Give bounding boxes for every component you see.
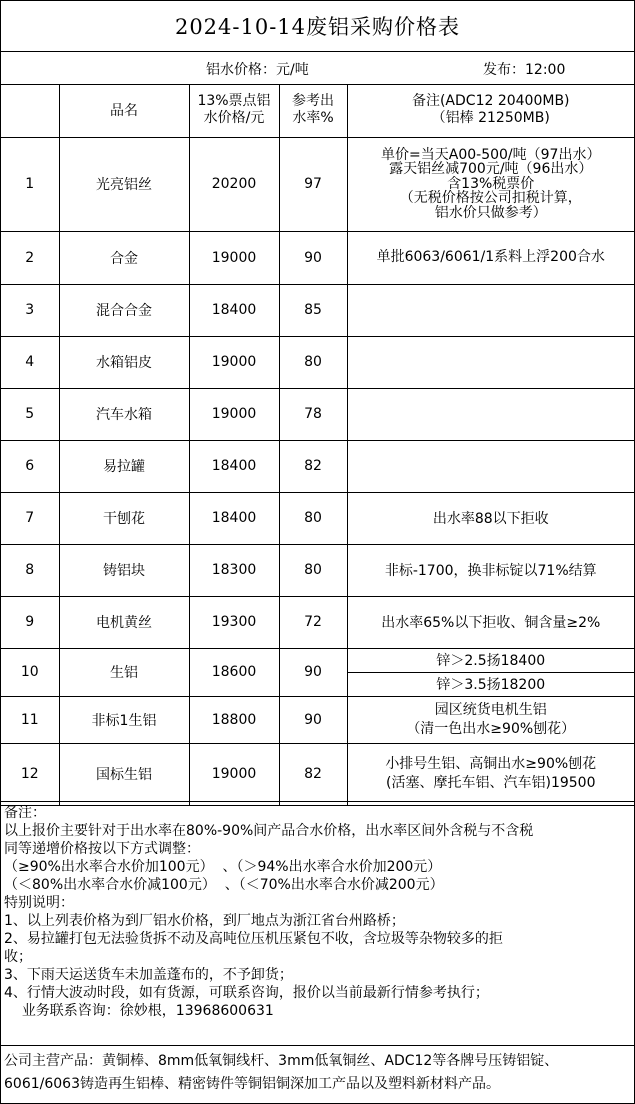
row-remark: 出水率88以下拒收 [347, 492, 634, 544]
notes-line: 2、易拉罐打包无法验货拆不动及高吨位压机压紧包不收，含垃圾等杂物较多的拒 [4, 931, 503, 947]
table-row [1, 137, 634, 231]
row-name: 铸铝块 [59, 544, 189, 596]
notes-line: 4、行情大波动时段，如有货源，可联系咨询，报价以当前最新行情参考执行； [4, 985, 489, 1001]
header-remark [347, 84, 634, 137]
row-name: 非标1生铝 [59, 696, 189, 743]
row-no: 10 [1, 648, 59, 696]
remark-line: 单价=当天A00-500/吨（97出水） [381, 146, 601, 163]
notes-line: 收； [4, 949, 32, 965]
row-remark [347, 137, 634, 231]
remark-line: 含13%税票价 [447, 175, 535, 192]
row-name: 国标生铝 [59, 743, 189, 805]
table-row [1, 743, 634, 805]
remark-line: （无税价格按公司扣税计算， [399, 190, 582, 207]
row-price: 20200 [189, 137, 279, 231]
row-rate: 80 [279, 544, 347, 596]
row-remark [347, 743, 634, 805]
notes-line: 业务联系咨询：徐妙根，13968600631 [4, 1003, 274, 1019]
table-row [1, 231, 634, 284]
row-rate: 82 [279, 743, 347, 805]
row-remark: 非标-1700，换非标锭以71%结算 [347, 544, 634, 596]
row-remark-b: 锌＞3.5扬18200 [347, 672, 634, 696]
notes-line: 同等递增价格按以下方式调整： [4, 841, 200, 857]
table-row [1, 440, 634, 492]
row-no: 7 [1, 492, 59, 544]
price-table [1, 84, 634, 806]
row-rate: 97 [279, 137, 347, 231]
page-title: 2024-10-14废铝采购价格表 [1, 1, 634, 52]
footer-line: 公司主营产品：黄铜棒、8mm低氧铜线杆、3mm低氧铜丝、ADC12等各牌号压铸铝锭、 [4, 1053, 559, 1069]
row-no: 12 [1, 743, 59, 805]
header-remark-line-2: （铝棒 21250MB) [431, 110, 550, 127]
row-name: 生铝 [59, 648, 189, 696]
row-rate: 90 [279, 648, 347, 696]
notes-line: 特别说明： [4, 895, 74, 911]
company-footer [1, 1047, 634, 1103]
table-row [1, 544, 634, 596]
table-row [1, 336, 634, 388]
row-name: 混合合金 [59, 284, 189, 336]
notes-line: 3、下雨天运送货车未加盖蓬布的，不予卸货； [4, 967, 293, 983]
row-name: 水箱铝皮 [59, 336, 189, 388]
remark-line: 小排号生铝、高铜出水≥90%刨花 [385, 756, 597, 772]
row-no: 9 [1, 596, 59, 648]
row-remark [347, 696, 634, 743]
row-remark [347, 284, 634, 336]
remark-line: (活塞、摩托车铝、汽车铝)19500 [386, 775, 596, 791]
row-no: 2 [1, 231, 59, 284]
row-no: 8 [1, 544, 59, 596]
table-row [1, 648, 634, 672]
row-price: 19300 [189, 596, 279, 648]
remark-line: 园区统货电机生铝 [434, 701, 547, 718]
row-no: 6 [1, 440, 59, 492]
row-name: 汽车水箱 [59, 388, 189, 440]
table-row [1, 388, 634, 440]
header-price-line-1: 13%票点铝 [197, 93, 271, 110]
row-price: 18600 [189, 648, 279, 696]
notes-line: （≥90%出水率合水价加100元） 、（＞94%出水率合水价加200元） [4, 859, 442, 875]
remark-line: 露天铝丝减700元/吨（96出水） [389, 161, 593, 178]
row-no: 3 [1, 284, 59, 336]
row-remark: 出水率65%以下拒收、铜含量≥2% [347, 596, 634, 648]
notes-line: 备注： [4, 805, 46, 821]
table-header-row [1, 84, 634, 137]
notes-line: 1、以上列表价格为到厂铝水价格，到厂地点为浙江省台州路桥； [4, 913, 405, 929]
row-remark [347, 388, 634, 440]
header-rate-line-1: 参考出 [292, 93, 334, 110]
header-name: 品名 [59, 84, 189, 137]
header-price [189, 84, 279, 137]
header-no [1, 84, 59, 137]
row-rate: 72 [279, 596, 347, 648]
info-bar [1, 51, 634, 85]
row-price: 18800 [189, 696, 279, 743]
notes-line: （＜80%出水率合水价减100元） 、（＜70%出水率合水价减200元） [4, 877, 444, 893]
row-price: 18300 [189, 544, 279, 596]
row-rate: 85 [279, 284, 347, 336]
row-price: 19000 [189, 388, 279, 440]
row-name: 干刨花 [59, 492, 189, 544]
row-name: 电机黄丝 [59, 596, 189, 648]
row-rate: 80 [279, 336, 347, 388]
row-remark [347, 440, 634, 492]
row-remark [347, 336, 634, 388]
row-rate: 90 [279, 696, 347, 743]
row-no: 1 [1, 137, 59, 231]
row-remark-a: 锌＞2.5扬18400 [347, 648, 634, 672]
publish-time: 发布：12:00 [483, 62, 566, 78]
row-rate: 82 [279, 440, 347, 492]
table-row [1, 492, 634, 544]
notes-section [1, 801, 634, 1046]
row-price: 19000 [189, 231, 279, 284]
row-no: 11 [1, 696, 59, 743]
header-price-line-2: 水价格/元 [203, 110, 265, 127]
remark-line: （清一色出水≥90%刨花） [406, 720, 576, 737]
row-price: 18400 [189, 284, 279, 336]
row-price: 18400 [189, 440, 279, 492]
price-unit: 铝水价格：元/吨 [206, 62, 309, 78]
table-row [1, 696, 634, 743]
header-rate [279, 84, 347, 137]
header-remark-line-1: 备注(ADC12 20400MB) [411, 93, 570, 110]
table-row [1, 596, 634, 648]
row-price: 18400 [189, 492, 279, 544]
row-name: 光亮铝丝 [59, 137, 189, 231]
table-row [1, 284, 634, 336]
row-no: 5 [1, 388, 59, 440]
row-rate: 90 [279, 231, 347, 284]
row-price: 19000 [189, 336, 279, 388]
row-no: 4 [1, 336, 59, 388]
notes-line: 以上报价主要针对于出水率在80%-90%间产品合水价格，出水率区间外含税与不含税 [4, 823, 534, 839]
header-rate-line-2: 水率% [292, 110, 334, 127]
row-price: 19000 [189, 743, 279, 805]
footer-line: 6061/6063铸造再生铝棒、精密铸件等铜铝铜深加工产品以及塑料新材料产品。 [4, 1076, 500, 1092]
row-name: 合金 [59, 231, 189, 284]
row-remark: 单批6063/6061/1系料上浮200合水 [347, 231, 634, 284]
row-rate: 78 [279, 388, 347, 440]
remark-line: 铝水价只做参考） [434, 204, 547, 221]
row-rate: 80 [279, 492, 347, 544]
row-name: 易拉罐 [59, 440, 189, 492]
